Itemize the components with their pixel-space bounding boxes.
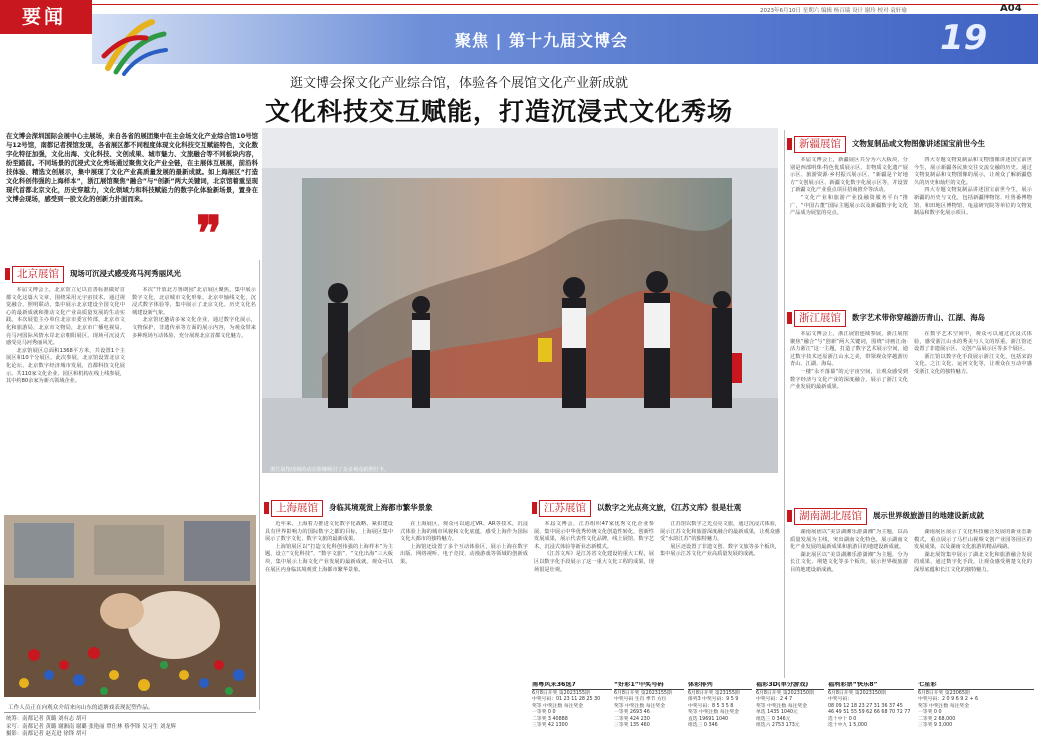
article-paragraph: 四大专题文物复制品讲述国宝前世今生，展示新疆的历史与文化，包括新疆博物馆、吐鲁番博物馆、和田地区博物馆、龟兹研究院等单位的文物复制品和数字化展示项目。 xyxy=(914,187,1032,217)
top-rule xyxy=(92,4,1038,5)
article-paragraph: 本届文博会上，北京馆立足以首善标准做好首都文化这篇大文章，围绕采用元宇宙技术，通过视觉融合，照明联动，集中展示北京建设全国文化中心的最新成就和推动文化产业高质量发展的生动实践。本次展览主办单位北京市委宣传部，北京市文化和旅游局，北京市文物局，北京市广播电视局。亮马河国际风情水岸北京朝阳展区，现场可沉浸式感受亮马河秀丽风光。 xyxy=(6,287,125,347)
article-paragraph: 湖南展区展示了文化科技融合发展的新业态新模式，重点展示了马栏山视频文创产业园等园区的发展成果，以及湖南文化旅游的精品线路。 xyxy=(914,529,1032,551)
section-marker xyxy=(787,138,792,150)
lottery-title: 体彩排列 xyxy=(688,682,752,690)
lottery-row: 组选三 0 346元 xyxy=(756,716,791,722)
lottery-row: 6月8日开奖 第2023150期 xyxy=(756,690,814,696)
lottery-row: 46 49 51 55 59 62 66 68 70 72 77 xyxy=(828,710,911,715)
main-photo-caption: 浙江展馆现场的动态影像吸引了众多观众拍照打卡。 xyxy=(270,467,390,473)
article-paragraph: 一楼“永不落幕”的元宇宙空间，让观众感受到数字经济与文化产业的深度融合，展示了浙江文化产业发展的最新成果。 xyxy=(790,368,908,391)
lottery-row: 奖等 中奖注数 每注奖金 xyxy=(532,703,584,709)
lottery-title: “好彩1”中奖号码 xyxy=(614,682,684,690)
fair-ribbon-logo-icon xyxy=(100,16,172,76)
lottery-row: 单选 1435 1040元 xyxy=(756,710,798,715)
article-beijing-col1 xyxy=(6,287,125,509)
lottery-row: 奖等 中奖注数 每注奖金 xyxy=(614,703,666,709)
article-zhejiang-col1 xyxy=(790,331,908,497)
lottery-row: 奖等 中奖注数 每注奖金 xyxy=(918,703,970,709)
lottery-title: 七星彩 xyxy=(918,682,1034,690)
article-paragraph: 湖南展团以“美景湖湘乐游潇湘”为主题，以高质量发展为主线，突出湖南文化特色，展示湖南文化产业发展的最新成果和旅游目的地建设新成就。 xyxy=(790,529,908,551)
article-jiangsu-col2 xyxy=(660,521,780,675)
lottery-row: 三等奖 9 3,000 xyxy=(918,723,953,728)
article-paragraph: 在上海展区，观众可以通过VR、AR等技术，沉浸式体验上海的城市风貌和文化底蕴，感受上海作为国际文化大都市的独特魅力。 xyxy=(400,521,528,543)
section-title: 文物复制品或文物图像讲述国宝前世今生 xyxy=(852,139,986,148)
section-title: 展示世界级旅游目的地建设新成就 xyxy=(873,511,984,520)
section-marker xyxy=(5,268,10,280)
headline-kicker: 逛文博会探文化产业综合馆，体验各个展馆文化产业新成就 xyxy=(290,76,629,91)
section-tag: 浙江展馆 xyxy=(794,310,846,327)
section-header-hunan-hubei xyxy=(794,508,984,525)
lottery-box xyxy=(828,682,914,748)
section-tab: 要闻 xyxy=(0,0,92,34)
lottery-row: 二等奖 2 68,000 xyxy=(918,716,956,722)
article-paragraph: 上海馆展区以“打造文化科创伟强的上海样本”为主题，设立“文化科技”、“数字文旅”、“文化出海”三大板块，集中展示上海文化产业发展的最新成就。观众可以在展区内身临其境观赏上海都市繁华景象。 xyxy=(265,543,393,573)
article-paragraph: 北京馆展区总面积1368平方米，共设置1个主展区和10个分展区。此次参展，北京馆设置北京文化论坛、北京数字经济城市发展，首都科技文化展示。共110家文化企业、园区和机构在线上线参展，其中约80余家为新兴领域企业。 xyxy=(6,347,125,385)
zhejiang-pavilion-photo xyxy=(262,128,778,473)
section-title: 现场可沉浸式感受亮马河秀丽风光 xyxy=(70,269,181,278)
article-paragraph: 在数字艺术空间中，观众可以通过沉浸式体验，感受浙江山水的秀美与人文的厚重。浙江馆还设置了非遗展示区、文创产品展示区等多个展区。 xyxy=(914,331,1032,353)
article-paragraph: 湖北展馆集中展示了湖北文化和旅游融合发展的成果，通过数字化手段，让观众感受荆楚文化的深厚底蕴和长江文化的独特魅力。 xyxy=(914,551,1032,573)
lottery-row: 中奖号码：8 5 3 5 8 xyxy=(688,703,734,709)
lottery-title: 福利彩票“快乐8” xyxy=(828,682,914,690)
lottery-row: 奖等 中奖注数 每注奖金 xyxy=(756,703,808,709)
article-hunan-col2 xyxy=(914,529,1032,677)
section-marker xyxy=(787,312,792,324)
lottery-row: 6月8日开奖 第2023150期 xyxy=(828,690,886,696)
quote-mark-icon: ❞ xyxy=(196,206,222,262)
article-paragraph: 本次“开放北方鲁朗园”北京展区聚焦，集中展示数字文化，北京城市文化形象，北京中轴线文化，沉浸式数字体验等，集中展示了北京文化、历史文化名城建设新气象。 xyxy=(132,287,256,316)
lottery-row: 二等奖 424 230 xyxy=(614,716,650,722)
photo-illustration xyxy=(4,515,256,697)
section-tag: 江苏展馆 xyxy=(539,500,591,517)
article-paragraph: 江苏馆以数字之光点亮文旅，通过沉浸式体验，展示江苏文化和旅游深度融合的最新成果，让观众感受“水韵江苏”的独特魅力。 xyxy=(660,521,780,543)
section-title: 以数字之光点亮文旅，《江苏文库》很是壮观 xyxy=(597,503,742,512)
section-title: 身临其境观赏上海都市繁华景象 xyxy=(329,503,433,512)
article-xinjiang-col1 xyxy=(790,157,908,295)
article-beijing-col2 xyxy=(132,287,256,509)
issue-meta: 2023年6月10日 星期六 编辑 杨百瑞 设计 谢玲 校对 袁轩瑜 xyxy=(760,8,907,14)
lottery-box xyxy=(918,682,1034,748)
article-paragraph: 近年来，上海着力推进文化数字化战略，紧扣建设具有世界影响力的国际数字之都的目标，上海展区集中展示了数字文化、数字文旅的最新成果。 xyxy=(265,521,393,543)
lottery-row: 组选六 2753 173元 xyxy=(756,723,800,728)
article-shanghai-col1 xyxy=(265,521,393,675)
credit-line: 采写：南都记者 黄璐 谢湘南 谢璐 张艳丽 覃仕林 蔡李锋 吴习生 刘龙辉 xyxy=(6,723,177,730)
lottery-row: 组选三 0 346 xyxy=(688,723,718,728)
credit-line: 统筹：南都记者 黄璐 刘有志 胡可 xyxy=(6,716,87,722)
clay-figurine-photo xyxy=(4,515,256,697)
banner-number: 19 xyxy=(940,18,988,58)
lottery-box xyxy=(532,682,612,748)
lottery-box xyxy=(614,682,684,748)
article-paragraph: “文化产业和旅游产业投融资服务平台”推广，“中国古董”国际主题展示以及新疆数字化文化产品成为展览的亮点。 xyxy=(790,194,908,217)
lottery-row: 中奖号码：2 0 9 6 9 2 + 6 xyxy=(918,697,979,702)
section-tag: 上海展馆 xyxy=(271,500,323,517)
article-zhejiang-col2 xyxy=(914,331,1032,497)
lottery-row: 二等奖 3 40888 xyxy=(532,716,568,722)
article-paragraph: 本届文博会，江苏组织47家优秀文化企业参展，集中展示中华优秀传统文化创造性转化、创新性发展成果，展示代表性文化品牌，线上展馆，数字艺术，沉浸式体验等新业态新模式。 xyxy=(534,521,654,550)
article-xinjiang-col2 xyxy=(914,157,1032,295)
lottery-title: 福彩3D(单分游戏) xyxy=(756,682,824,690)
lottery-row: 中奖号码 生肖 季节 方位 xyxy=(614,697,667,702)
article-paragraph: 上海馆还设置了多个互动体验区，展示上海在数字出版、网络视听、电子竞技、动漫游戏等领域的创新成果。 xyxy=(400,543,528,565)
lead-paragraph: 在文博会深圳国际会展中心主展场，来自各省的展团集中在主会场文化产业综合馆10号馆与12号馆，南都记者探馆发现，各省展区都不同程度体现文化科技交互赋能特色，文化数字化特征加强，文化出海、文化科技、文创成果、城市魅力、文旅融合等不同板块内容，纷至踏前。不同场景的沉浸式文化秀场通过聚焦文化产业全链，在主展体互展展，前沿科技体验、精选文创展示，集中展现了文化产业高质量发展的最新成就。如上海展区“打造文化科创伟强的上海样本”，浙江展馆聚焦“融合”与“创新”两大关键词，北京馆着重呈现现代首都北京文化，历史穿越力，文化领域力和科技赋能力的数字化体验新场景，置身在文博会现场，感受到一股文化的创新力扑面而来。 xyxy=(6,132,258,203)
section-marker xyxy=(532,502,537,514)
section-tag: 新疆展馆 xyxy=(794,136,846,153)
article-paragraph: 北京馆还邀请多家文化企业，通过数字化展示，文物保护，非遗传承等方面的展示内容，为观众带来多种现场互动体验，充分展现北京首都文化魅力。 xyxy=(132,317,256,339)
lottery-row: 选十中九 1 5,000 xyxy=(828,723,868,728)
lottery-row: 选十中十 0 0 xyxy=(828,716,857,722)
lottery-box xyxy=(688,682,752,748)
section-marker xyxy=(787,510,792,522)
lottery-row: 6月8日开奖 第23065期 xyxy=(918,690,970,696)
page-headline: 文化科技交互赋能，打造沉浸式文化秀场 xyxy=(265,97,734,126)
section-header-jiangsu xyxy=(539,500,741,517)
lottery-row: 奖等 中奖注数 每注奖金 xyxy=(688,710,740,715)
side-photo-caption: 工作人员正在向观众介绍来向山东的道塘戏表现泥塑作品。 xyxy=(8,705,154,711)
lottery-row: 一等奖 0 0 xyxy=(918,710,942,715)
lottery-row: 6月8日开奖 第2023155期 xyxy=(532,690,590,696)
article-paragraph: 浙江馆以数字化手段展示浙江文化，包括宋韵文化、之江文化、运河文化等，让观众在互动中感受浙江文化的独特魅力。 xyxy=(914,353,1032,375)
article-paragraph: 四大专题文物复制品和文物图像讲述国宝前世今生，展示新疆各民族交往交流交融的历史。通过文物复制品和文物图像的展示，让观众了解新疆悠久的历史和灿烂的文化。 xyxy=(914,157,1032,186)
article-hunan-col1 xyxy=(790,529,908,677)
lottery-row: 08 09 12 18 23 27 31 36 37 45 xyxy=(828,703,903,709)
lottery-row: 6月8日开奖 第23155期 xyxy=(688,690,740,696)
section-tag: 湖南湖北展馆 xyxy=(794,508,867,525)
article-paragraph: 本届文博会上，新疆展区共分为六大板块，分别是西部明珠·特色优质展示区、非物质文化遗产展示区、旅游资源·乡村振兴展示区、“新疆是个好地方”文创展示区、新疆文化数字化展示区等，并设置了新疆文化产业重点项目招商推介等活动。 xyxy=(790,157,908,194)
page-number: A04 xyxy=(1000,3,1022,14)
section-marker xyxy=(264,502,269,514)
credit-line: 摄影：南都记者 赵克进 徐锋 胡可 xyxy=(6,731,87,738)
section-header-beijing xyxy=(12,266,181,283)
lottery-box xyxy=(756,682,824,748)
lottery-row: 6月8日开奖 第2023155期 xyxy=(614,690,672,696)
section-title: 数字艺术带你穿越游历青山、江湖、海岛 xyxy=(852,313,986,322)
credits-block xyxy=(6,716,256,739)
lottery-row: 直选 19691 1040 xyxy=(688,716,729,722)
article-shanghai-col2 xyxy=(400,521,528,675)
credits-divider xyxy=(4,712,256,713)
lottery-row: 中奖号码： xyxy=(828,697,852,702)
article-paragraph: 湖北展区以“美景湖湘乐游潇湘”为主题，分为长江文化、荆楚文化等多个板块，展示世界级旅游目的地建设新成就。 xyxy=(790,551,908,573)
lottery-row: 中奖号码：2 4 7 xyxy=(756,697,793,702)
lottery-row: 三等奖 42 1300 xyxy=(532,723,568,728)
lottery-row: 排列3 中奖号码：9 5 9 xyxy=(688,697,739,702)
banner-title: 聚焦 | 第十九届文博会 xyxy=(455,31,628,50)
photo-illustration xyxy=(262,128,778,473)
article-paragraph: 展区还设置了非遗文创、数字文旅等多个板块，集中展示江苏文化产业高质量发展的成就。 xyxy=(660,543,780,558)
section-header-xinjiang xyxy=(794,136,985,153)
lottery-row: 一等奖 2693 46 xyxy=(614,710,650,715)
column-divider xyxy=(259,260,260,710)
section-tag: 北京展馆 xyxy=(12,266,64,283)
article-paragraph: 《江苏文库》是江苏省文化建设的重大工程，展区以数字化手段展示了这一重大文化工程的成果，现场很是壮观。 xyxy=(534,551,654,573)
section-header-zhejiang xyxy=(794,310,985,327)
lottery-row: 三等奖 135 460 xyxy=(614,723,650,728)
lottery-title: 南粤风采36选7 xyxy=(532,682,612,690)
lottery-row: 一等奖 0 0 xyxy=(532,710,556,715)
article-jiangsu-col1 xyxy=(534,521,654,675)
article-paragraph: 本届文博会上，浙江展馆连续参展，浙江展馆聚焦“融合”与“创新”两大关键词，围绕“诗画江南·活力浙江”这一主题，打造了数字艺术展示空间，通过数字技术还原浙江山水之美，带领观众穿越游历青山、江湖、海岛。 xyxy=(790,331,908,368)
column-divider xyxy=(784,130,785,678)
lottery-row: 中奖号码：01 23 11 28 25 30 xyxy=(532,697,601,702)
section-header-shanghai xyxy=(271,500,432,517)
